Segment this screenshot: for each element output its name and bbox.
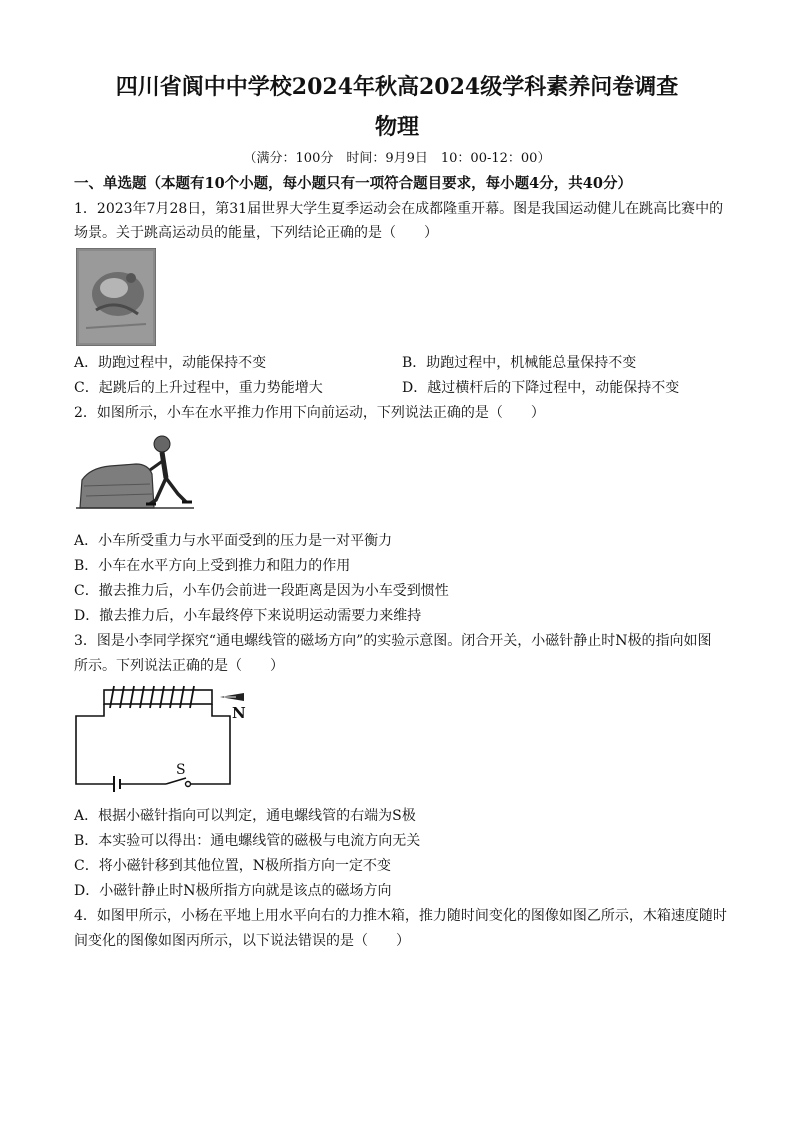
q3-stem-line-2: 所示。下列说法正确的是（ ） bbox=[74, 658, 284, 674]
q3-option-c: C．将小磁针移到其他位置，N极所指方向一定不变 bbox=[74, 858, 391, 874]
high-jump-photo bbox=[76, 248, 156, 346]
q3-option-d: D．小磁针静止时N极所指方向就是该点的磁场方向 bbox=[74, 883, 392, 899]
q1-stem-line-1: 1．2023年7月28日，第31届世界大学生夏季运动会在成都隆重开幕。图是我国运动健儿在跳高比赛中的 bbox=[74, 201, 724, 217]
q1-stem-line-2: 场景。关于跳高运动员的能量，下列结论正确的是（ ） bbox=[74, 225, 438, 241]
q3-option-a: A．根据小磁针指向可以判定，通电螺线管的右端为S极 bbox=[74, 808, 416, 824]
q1-option-a: A．助跑过程中，动能保持不变 bbox=[74, 355, 267, 371]
q1-option-c: C．起跳后的上升过程中，重力势能增大 bbox=[74, 380, 323, 396]
solenoid-circuit-diagram bbox=[74, 684, 254, 794]
q1-option-b: B．助跑过程中，机械能总量保持不变 bbox=[402, 355, 637, 371]
q1-option-d: D．越过横杆后的下降过程中，动能保持不变 bbox=[402, 380, 680, 396]
push-cart-figure bbox=[76, 430, 196, 512]
q2-stem-line-1: 2．如图所示，小车在水平推力作用下向前运动，下列说法正确的是（ ） bbox=[74, 405, 545, 421]
q4-stem-line-1: 4．如图甲所示，小杨在平地上用水平向右的力推木箱，推力随时间变化的图像如图乙所示，木箱速度随时 bbox=[74, 908, 727, 924]
switch-label: S bbox=[176, 762, 186, 778]
switch bbox=[166, 778, 186, 784]
q2-option-b: B．小车在水平方向上受到推力和阻力的作用 bbox=[74, 558, 351, 574]
circuit-wire-right bbox=[190, 704, 230, 784]
q4-stem-line-2: 间变化的图像如图丙所示，以下说法错误的是（ ） bbox=[74, 933, 410, 949]
q2-option-c: C．撤去推力后，小车仍会前进一段距离是因为小车受到惯性 bbox=[74, 583, 449, 599]
circuit-wire-left bbox=[76, 704, 114, 784]
exam-title: 四川省阆中中学校2024年秋高2024级学科素养问卷调查 bbox=[115, 74, 679, 100]
q2-option-a: A．小车所受重力与水平面受到的压力是一对平衡力 bbox=[74, 533, 393, 549]
needle-label: N bbox=[232, 704, 246, 722]
subject-title: 物理 bbox=[374, 114, 419, 140]
q3-stem-line-1: 3．图是小李同学探究“通电螺线管的磁场方向”的实验示意图。闭合开关，小磁针静止时N极的指向如图 bbox=[74, 633, 712, 649]
q2-option-d: D．撤去推力后，小车最终停下来说明运动需要力来维持 bbox=[74, 608, 422, 624]
q3-option-b: B．本实验可以得出：通电螺线管的磁极与电流方向无关 bbox=[74, 833, 421, 849]
battery bbox=[114, 776, 120, 792]
exam-meta: （满分：100分 时间：9月9日 10：00-12：00） bbox=[243, 151, 551, 166]
section-heading: 一、单选题（本题有10个小题，每小题只有一项符合题目要求，每小题4分，共40分） bbox=[74, 175, 632, 192]
